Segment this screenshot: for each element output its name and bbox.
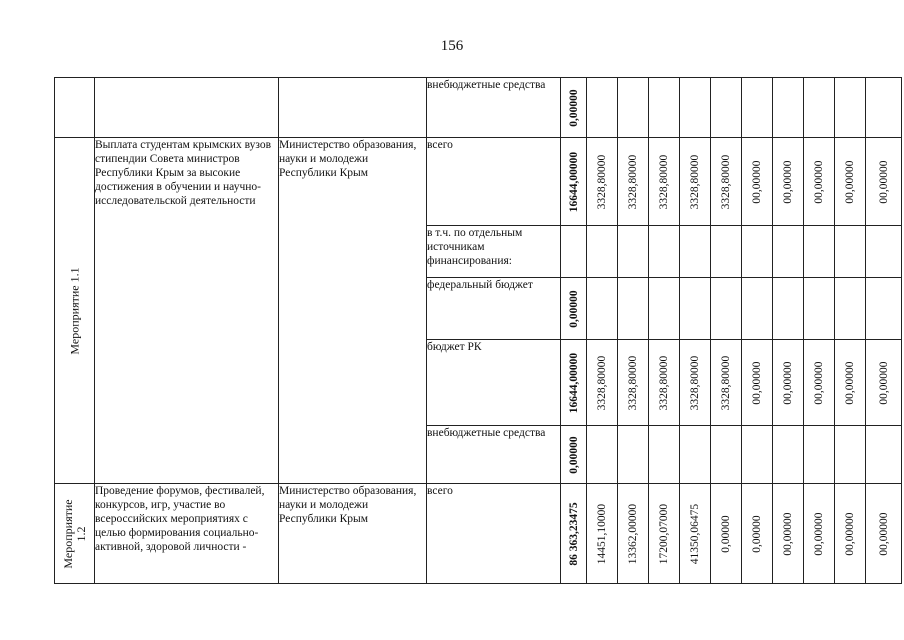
year-value: 3328,80000 — [587, 340, 618, 426]
table-row — [55, 138, 902, 226]
year-value — [680, 226, 711, 278]
year-value — [649, 78, 680, 138]
year-value: 3328,80000 — [711, 138, 742, 226]
year-value — [618, 78, 649, 138]
year-value — [773, 426, 804, 484]
measure-executor: Министерство образования, науки и молодежи Республики Крым — [279, 138, 427, 484]
year-value: 00,00000 — [835, 138, 866, 226]
page-number: 156 — [440, 38, 464, 54]
total-value: 0,00000 — [561, 278, 587, 340]
year-value — [680, 278, 711, 340]
year-value — [866, 78, 902, 138]
year-value: 00,00000 — [804, 138, 835, 226]
year-value — [866, 278, 902, 340]
year-value — [587, 278, 618, 340]
year-value — [587, 426, 618, 484]
year-value — [773, 78, 804, 138]
year-value — [866, 226, 902, 278]
measure-label-cell — [55, 484, 95, 584]
year-value — [804, 78, 835, 138]
measure-label: Мероприятие 1.1 — [67, 266, 81, 355]
budget-table — [54, 77, 902, 584]
funding-source: внебюджетные средства — [427, 426, 561, 484]
year-value: 3328,80000 — [618, 340, 649, 426]
year-value — [773, 226, 804, 278]
year-value — [649, 426, 680, 484]
year-value — [618, 278, 649, 340]
year-value: 17200,07000 — [649, 484, 680, 584]
year-value: 41350,06475 — [680, 484, 711, 584]
year-value — [649, 278, 680, 340]
table-row — [55, 484, 902, 584]
year-value: 00,00000 — [866, 484, 902, 584]
continued-executor-cell — [279, 78, 427, 138]
year-value — [711, 226, 742, 278]
year-value: 3328,80000 — [680, 138, 711, 226]
year-value: 00,00000 — [742, 138, 773, 226]
year-value: 00,00000 — [866, 340, 902, 426]
year-value: 0,00000 — [711, 484, 742, 584]
year-value: 3328,80000 — [649, 138, 680, 226]
year-value — [618, 426, 649, 484]
year-value — [587, 226, 618, 278]
continued-description-cell — [95, 78, 279, 138]
year-value — [835, 78, 866, 138]
year-value: 14451,10000 — [587, 484, 618, 584]
measure-description: Выплата студентам крымских вузов стипендии Совета министров Республики Крым за высокие достижения в обучении и научно-исследовательской деятельности — [95, 138, 279, 484]
continued-measure-cell — [55, 78, 95, 138]
year-value: 00,00000 — [835, 340, 866, 426]
year-value — [835, 226, 866, 278]
year-value — [680, 426, 711, 484]
year-value: 00,00000 — [804, 484, 835, 584]
funding-source: федеральный бюджет — [427, 278, 561, 340]
year-value: 00,00000 — [773, 138, 804, 226]
funding-source: в т.ч. по отдельным источникам финансирования: — [427, 226, 561, 278]
year-value: 00,00000 — [866, 138, 902, 226]
funding-source: внебюджетные средства — [427, 78, 561, 138]
year-value — [742, 226, 773, 278]
year-value: 13362,00000 — [618, 484, 649, 584]
funding-source: всего — [427, 138, 561, 226]
year-value — [711, 278, 742, 340]
total-value: 16644,00000 — [561, 138, 587, 226]
year-value — [835, 278, 866, 340]
measure-label: Мероприятие 1.2 — [60, 498, 88, 569]
year-value: 00,00000 — [742, 340, 773, 426]
year-value: 3328,80000 — [618, 138, 649, 226]
year-value — [649, 226, 680, 278]
year-value — [618, 226, 649, 278]
year-value — [742, 278, 773, 340]
year-value: 3328,80000 — [649, 340, 680, 426]
measure-description: Проведение форумов, фестивалей, конкурсов, игр, участие во всероссийских мероприятиях с целью формирования социально-активной, здоровой личности - — [95, 484, 279, 584]
year-value — [587, 78, 618, 138]
year-value: 3328,80000 — [680, 340, 711, 426]
year-value: 0,00000 — [742, 484, 773, 584]
year-value: 00,00000 — [835, 484, 866, 584]
year-value: 3328,80000 — [711, 340, 742, 426]
year-value — [773, 278, 804, 340]
total-value: 86 363,23475 — [561, 484, 587, 584]
year-value — [835, 426, 866, 484]
year-value — [804, 426, 835, 484]
funding-source: бюджет РК — [427, 340, 561, 426]
year-value — [711, 78, 742, 138]
year-value: 00,00000 — [773, 484, 804, 584]
year-value: 00,00000 — [773, 340, 804, 426]
total-value: 16644,00000 — [561, 340, 587, 426]
total-value: 0,00000 — [561, 78, 587, 138]
year-value — [742, 426, 773, 484]
total-value: 0,00000 — [561, 426, 587, 484]
total-value — [561, 226, 587, 278]
measure-label-cell — [55, 138, 95, 484]
year-value — [804, 278, 835, 340]
year-value — [680, 78, 711, 138]
year-value: 00,00000 — [804, 340, 835, 426]
year-value — [866, 426, 902, 484]
year-value: 3328,80000 — [587, 138, 618, 226]
funding-source: всего — [427, 484, 561, 584]
table-row — [55, 78, 902, 138]
year-value — [742, 78, 773, 138]
measure-executor: Министерство образования, науки и молодежи Республики Крым — [279, 484, 427, 584]
year-value — [804, 226, 835, 278]
year-value — [711, 426, 742, 484]
